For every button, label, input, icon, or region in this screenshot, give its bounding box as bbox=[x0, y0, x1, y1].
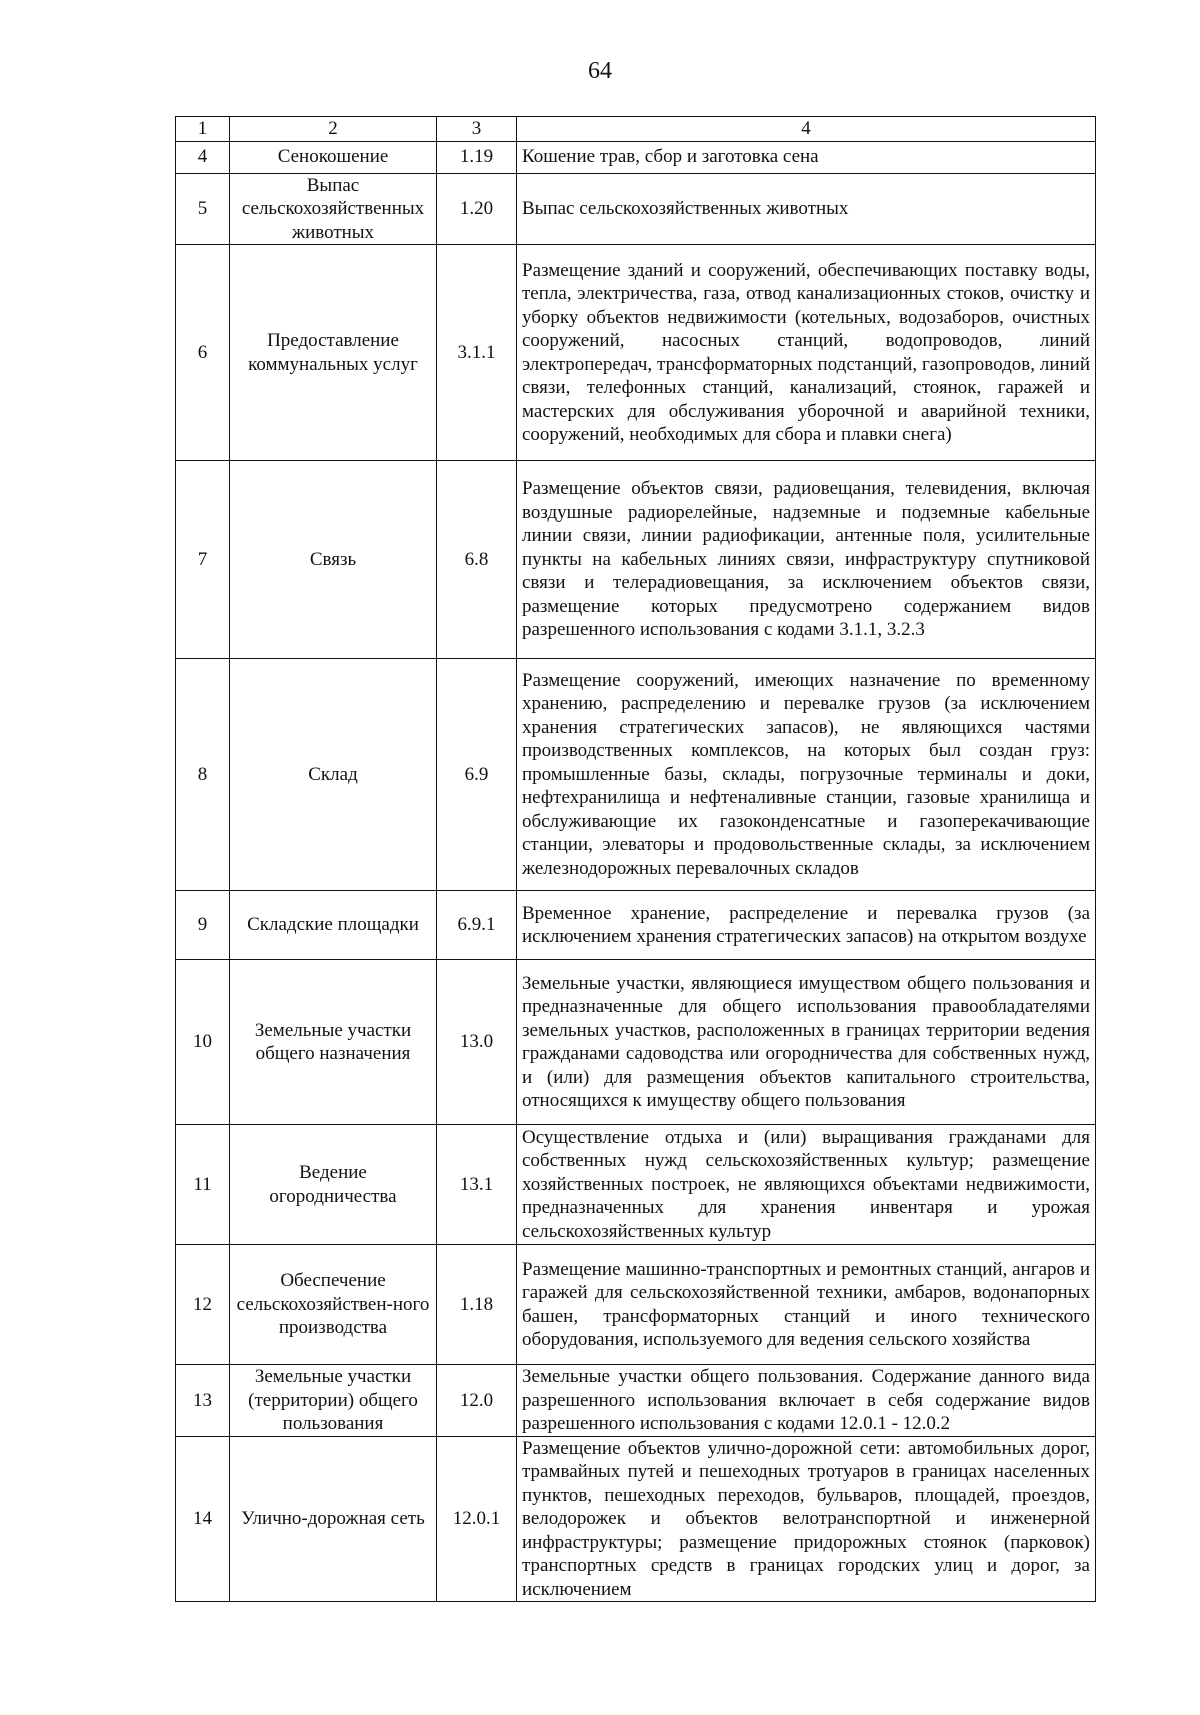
use-type-name: Улично-дорожная сеть bbox=[230, 1436, 437, 1602]
use-type-name: Предоставление коммунальных услуг bbox=[230, 245, 437, 461]
header-col-2: 2 bbox=[230, 117, 437, 142]
use-type-description: Выпас сельскохозяйственных животных bbox=[517, 173, 1096, 245]
use-type-name: Связь bbox=[230, 461, 437, 659]
use-type-name: Сенокошение bbox=[230, 141, 437, 173]
use-type-code: 12.0.1 bbox=[437, 1436, 517, 1602]
use-type-code: 13.1 bbox=[437, 1125, 517, 1245]
use-type-description: Земельные участки, являющиеся имуществом общего пользования и предназначенные для общего использования правообладателями земельных участков, расположенных в границах территории ведения гражданами садоводства или огородничества для собственных нужд, и (или) для размещения объектов капитального строительства, относящихся к имуществу общего пользования bbox=[517, 960, 1096, 1125]
use-type-name: Выпас сельскохозяйственных животных bbox=[230, 173, 437, 245]
use-type-description: Размещение машинно-транспортных и ремонтных станций, ангаров и гаражей для сельскохозяйственной техники, амбаров, водонапорных башен, трансформаторных станций и иного технического оборудования, используемого для ведения сельского хозяйства bbox=[517, 1245, 1096, 1365]
row-number: 4 bbox=[176, 141, 230, 173]
use-type-code: 13.0 bbox=[437, 960, 517, 1125]
row-number: 14 bbox=[176, 1436, 230, 1602]
use-type-code: 1.20 bbox=[437, 173, 517, 245]
table-row bbox=[176, 245, 1096, 461]
use-type-name: Ведение огородничества bbox=[230, 1125, 437, 1245]
row-number: 12 bbox=[176, 1245, 230, 1365]
use-type-name: Земельные участки (территории) общего пользования bbox=[230, 1365, 437, 1437]
use-type-code: 6.8 bbox=[437, 461, 517, 659]
header-col-3: 3 bbox=[437, 117, 517, 142]
use-type-description: Временное хранение, распределение и перевалка грузов (за исключением хранения стратегических запасов) на открытом воздухе bbox=[517, 891, 1096, 960]
use-type-name: Земельные участки общего назначения bbox=[230, 960, 437, 1125]
use-type-code: 3.1.1 bbox=[437, 245, 517, 461]
table-row bbox=[176, 141, 1096, 173]
row-number: 8 bbox=[176, 659, 230, 891]
land-use-table bbox=[175, 116, 1096, 1602]
row-number: 11 bbox=[176, 1125, 230, 1245]
use-type-name: Складские площадки bbox=[230, 891, 437, 960]
use-type-description: Размещение объектов улично-дорожной сети: автомобильных дорог, трамвайных путей и пешеходных тротуаров в границах населенных пунктов, пешеходных переходов, бульваров, площадей, проездов, велодорожек и объектов велотранспортной и инженерной инфраструктуры; размещение придорожных стоянок (парковок) транспортных средств в границах городских улиц и дорог, за исключением bbox=[517, 1436, 1096, 1602]
table-row bbox=[176, 659, 1096, 891]
use-type-code: 12.0 bbox=[437, 1365, 517, 1437]
use-type-code: 1.19 bbox=[437, 141, 517, 173]
row-number: 9 bbox=[176, 891, 230, 960]
header-col-1: 1 bbox=[176, 117, 230, 142]
use-type-name: Склад bbox=[230, 659, 437, 891]
row-number: 13 bbox=[176, 1365, 230, 1437]
use-type-description: Земельные участки общего пользования. Содержание данного вида разрешенного использования включает в себя содержание видов разрешенного использования с кодами 12.0.1 - 12.0.2 bbox=[517, 1365, 1096, 1437]
table-row bbox=[176, 461, 1096, 659]
table-row bbox=[176, 1245, 1096, 1365]
use-type-name: Обеспечение сельскохозяйствен-ного производства bbox=[230, 1245, 437, 1365]
table-row bbox=[176, 960, 1096, 1125]
page-number: 64 bbox=[588, 58, 612, 84]
table-row bbox=[176, 1436, 1096, 1602]
header-col-4: 4 bbox=[517, 117, 1096, 142]
use-type-description: Размещение объектов связи, радиовещания, телевидения, включая воздушные радиорелейные, надземные и подземные кабельные линии связи, линии радиофикации, антенные поля, усилительные пункты на кабельных линиях связи, инфраструктуру спутниковой связи и телерадиовещания, за исключением объектов связи, размещение которых предусмотрено содержанием видов разрешенного использования с кодами 3.1.1, 3.2.3 bbox=[517, 461, 1096, 659]
table-row bbox=[176, 1365, 1096, 1437]
row-number: 6 bbox=[176, 245, 230, 461]
table-body bbox=[176, 117, 1096, 1602]
row-number: 5 bbox=[176, 173, 230, 245]
table-row bbox=[176, 891, 1096, 960]
use-type-code: 6.9.1 bbox=[437, 891, 517, 960]
use-type-code: 1.18 bbox=[437, 1245, 517, 1365]
use-type-code: 6.9 bbox=[437, 659, 517, 891]
row-number: 7 bbox=[176, 461, 230, 659]
use-type-description: Размещение сооружений, имеющих назначение по временному хранению, распределению и перевалке грузов (за исключением хранения стратегических запасов), не являющихся частями производственных комплексов, на которых был создан груз: промышленные базы, склады, погрузочные терминалы и доки, нефтехранилища и нефтеналивные станции, газовые хранилища и обслуживающие их газоконденсатные и газоперекачивающие станции, элеваторы и продовольственные склады, за исключением железнодорожных перевалочных складов bbox=[517, 659, 1096, 891]
use-type-description: Кошение трав, сбор и заготовка сена bbox=[517, 141, 1096, 173]
table-row bbox=[176, 173, 1096, 245]
use-type-description: Осуществление отдыха и (или) выращивания гражданами для собственных нужд сельскохозяйственных культур; размещение хозяйственных построек, не являющихся объектами недвижимости, предназначенных для хранения инвентаря и урожая сельскохозяйственных культур bbox=[517, 1125, 1096, 1245]
row-number: 10 bbox=[176, 960, 230, 1125]
use-type-description: Размещение зданий и сооружений, обеспечивающих поставку воды, тепла, электричества, газа, отвод канализационных стоков, очистку и уборку объектов недвижимости (котельных, водозаборов, очистных сооружений, насосных станций, водопроводов, линий электропередач, трансформаторных подстанций, газопроводов, линий связи, телефонных станций, канализаций, стоянок, гаражей и мастерских для обслуживания уборочной и аварийной техники, сооружений, необходимых для сбора и плавки снега) bbox=[517, 245, 1096, 461]
header-row bbox=[176, 117, 1096, 142]
table-row bbox=[176, 1125, 1096, 1245]
